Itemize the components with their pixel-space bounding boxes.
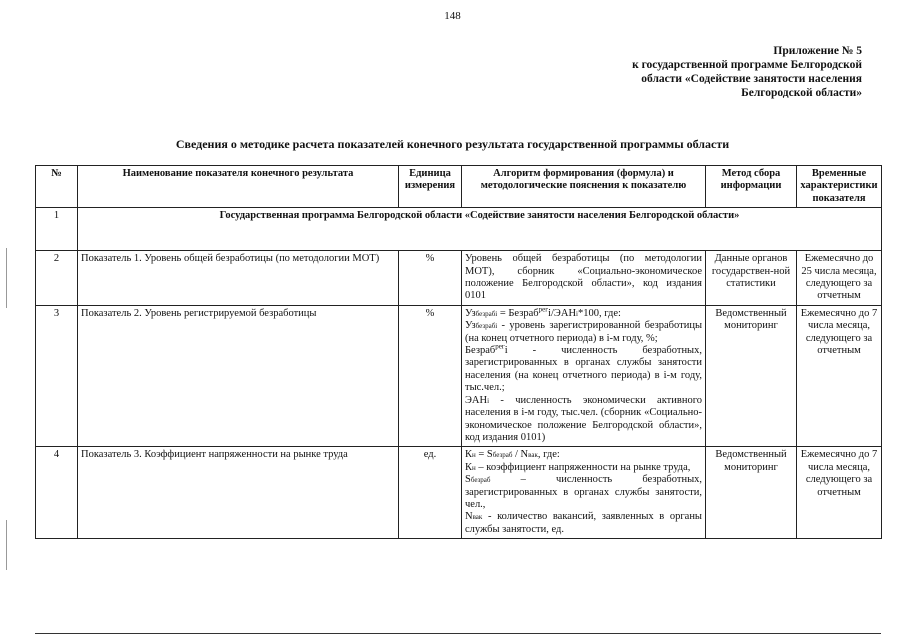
definition-text: – численность безработных, зарегистрированных в органах службы занятости, чел., (465, 474, 702, 510)
formula-superscript: рег (538, 305, 549, 314)
definition-text: i - численность безработных, зарегистрированных в органах службы занятости населения (на конец отчетного периода) в i-м году, тыс.чел.; (465, 345, 702, 394)
formula (465, 449, 702, 461)
table-row (36, 447, 882, 539)
term-subscript: н (472, 463, 476, 472)
appendix-line-2: к государственной программе Белгородской (632, 59, 862, 71)
term: Уз (465, 320, 476, 332)
header-unit: Единица измерения (399, 166, 462, 208)
header-algorithm: Алгоритм формирования (формула) и методологические пояснения к показателю (462, 166, 706, 208)
definition-text: - количество вакансий, заявленных в органы службы занятости, ед. (465, 511, 702, 535)
definition-text: - уровень зарегистрированной безработицы (на конец отчетного периода) в i-м году, %; (465, 320, 702, 344)
formula-part: К (465, 449, 473, 461)
table-row (36, 251, 882, 306)
page-number: 148 (444, 10, 461, 22)
definition-text: – коэффициент напряженности на рынке труда, (475, 461, 691, 473)
term-subscript: i (487, 396, 490, 405)
section-num: 1 (36, 208, 78, 251)
definition-1 (465, 320, 702, 345)
term: N (465, 511, 473, 523)
row-name: Показатель 3. Коэффициент напряженности на рынке труда (78, 447, 399, 539)
row-method: Ведомственный мониторинг (706, 305, 797, 446)
row-name: Показатель 2. Уровень регистрируемой безработицы (78, 305, 399, 446)
formula-subscript: вак (528, 451, 538, 460)
formula-part: i/ЭАН (548, 307, 577, 319)
section-row (36, 208, 882, 251)
row-time: Ежемесячно до 25 числа месяца, следующего за отчетным (797, 251, 882, 306)
formula-part: *100, где: (577, 307, 621, 319)
appendix-line-1: Приложение № 5 (773, 45, 862, 57)
formula-part: Уз (465, 307, 476, 319)
term-subscript: вак (472, 513, 483, 522)
appendix-line-4: Белгородской области» (741, 87, 862, 99)
row-name: Показатель 1. Уровень общей безработицы (по методологии МОТ) (78, 251, 399, 306)
header-time: Временные характеристики показателя (797, 166, 882, 208)
table-header-row (36, 166, 882, 208)
formula-part: , где: (537, 449, 560, 461)
term-subscript: безрабi (475, 322, 498, 331)
header-num: № (36, 166, 78, 208)
row-num: 4 (36, 447, 78, 539)
definition-2 (465, 474, 702, 511)
row-unit: % (399, 251, 462, 306)
formula-subscript: безрабi (475, 309, 498, 318)
row-algorithm (462, 447, 706, 539)
section-title: Государственная программа Белгородской области «Содействие занятости населения Белгородской области» (78, 208, 882, 251)
scan-margin-mark (6, 520, 7, 570)
formula-subscript: безраб (492, 451, 513, 460)
definition-1 (465, 462, 702, 474)
term: S (465, 474, 471, 486)
formula (465, 305, 702, 320)
term-superscript: рег (495, 342, 505, 351)
scan-margin-mark (6, 248, 7, 308)
term: К (465, 461, 473, 473)
row-method: Ведомственный мониторинг (706, 447, 797, 539)
formula-subscript: н (472, 451, 476, 460)
row-num: 3 (36, 305, 78, 446)
table-row (36, 305, 882, 446)
definition-3 (465, 395, 702, 445)
formula-subscript: i (576, 309, 578, 318)
row-time: Ежемесячно до 7 числа месяца, следующего за отчетным (797, 305, 882, 446)
term-subscript: безраб (470, 476, 491, 485)
definition-3 (465, 511, 702, 536)
header-method: Метод сбора информации (706, 166, 797, 208)
scan-bottom-line (35, 633, 881, 634)
row-time: Ежемесячно до 7 числа месяца, следующего за отчетным (797, 447, 882, 539)
definition-2 (465, 342, 702, 395)
formula-part: = Безраб (497, 307, 539, 319)
formula-part: = S (475, 449, 493, 461)
row-unit: % (399, 305, 462, 446)
row-algorithm: Уровень общей безработицы (по методологии МОТ), сборник «Социально-экономическое положение Белгородской области», код издания 0101 (462, 251, 706, 306)
indicators-table (35, 165, 882, 539)
document-title: Сведения о методике расчета показателей конечного результата государственной программы области (175, 137, 730, 151)
term: Безраб (465, 345, 496, 357)
row-unit: ед. (399, 447, 462, 539)
row-algorithm (462, 305, 706, 446)
definition-text: - численность экономически активного населения в i-м году, тыс.чел. (сборник «Социально-экономическое положение Белгородской области», код издания 0101) (465, 394, 702, 443)
appendix-line-3: области «Содействие занятости населения (641, 73, 862, 85)
term: ЭАН (465, 394, 488, 406)
row-method: Данные органов государствен-ной статистики (706, 251, 797, 306)
row-num: 2 (36, 251, 78, 306)
formula-part: / N (512, 449, 529, 461)
appendix-header (562, 44, 862, 100)
header-name: Наименование показателя конечного результата (78, 166, 399, 208)
